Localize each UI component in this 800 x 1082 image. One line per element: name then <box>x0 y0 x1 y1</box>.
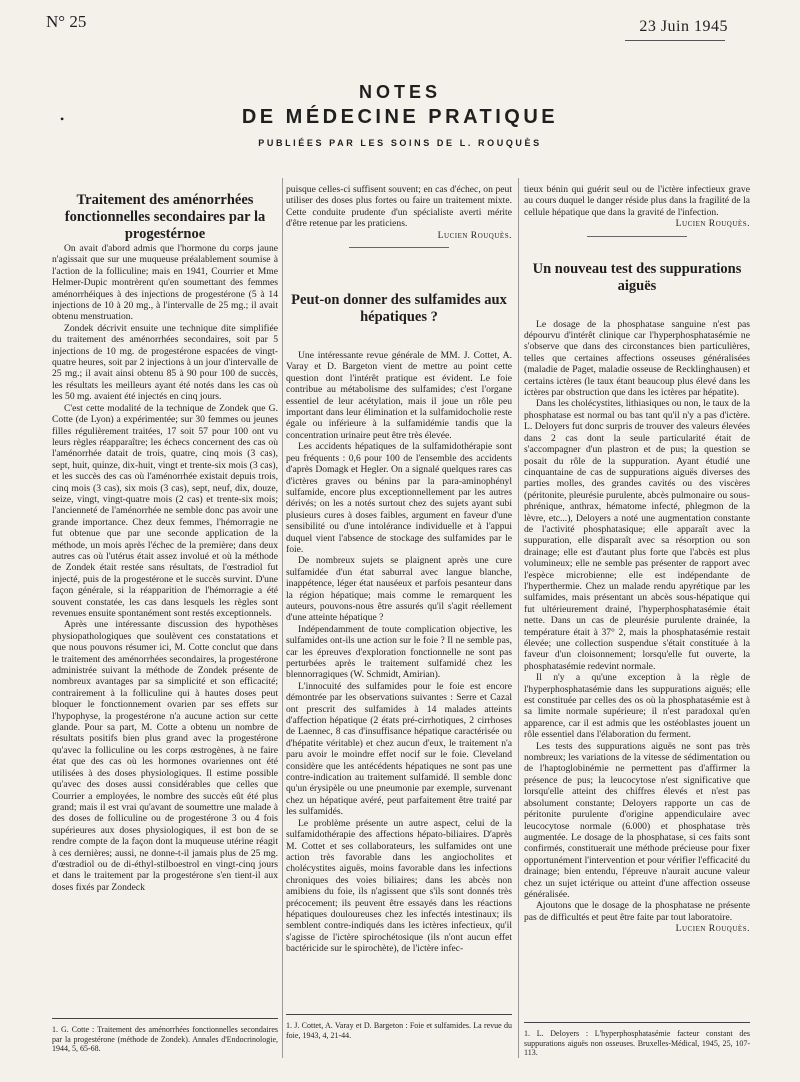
footnote: 1. L. Deloyers : L'hyperphosphatasémie facteur constant des suppurations aiguës non osseuses. Bruxelles-Médical, 1945, 25, 107-113. <box>524 1029 750 1057</box>
paragraph: On avait d'abord admis que l'hormone du corps jaune n'agissait que sur une muqueuse préalablement soumise à l'action de la folliculine; mais en 1941, Courrier et Mme Helmer-Dupic montrèrent qu'en soumettant des femmes aménorrhéiques à des injections de progestérone (5 à 14 injections de 10 à 20 mg., à l'intervalle de 25 mg.; il avait obtenu menstruation. <box>52 243 278 323</box>
paragraph: puisque celles-ci suffisent souvent; en cas d'échec, on peut utiliser des doses plus fortes ou faire un traitement mixte. Cette conduite prudente d'un spécialiste averti mérite d'être retenue par les praticiens. <box>286 184 512 230</box>
footnote-block <box>524 1018 750 1058</box>
column-divider-1 <box>282 178 283 1058</box>
article-title: Peut-on donner des sulfamides aux hépatiques ? <box>291 292 507 326</box>
paragraph: Ajoutons que le dosage de la phosphatase ne présente pas de difficultés et peut être faite par tout laboratoire. <box>524 900 750 923</box>
column-1 <box>52 180 278 1053</box>
footnote: 1. J. Cottet, A. Varay et D. Bargeton : Foie et sulfamides. La revue du foie, 1943, 4, 21-44. <box>286 1021 512 1040</box>
footnote-block <box>286 1010 512 1040</box>
paragraph: Les accidents hépatiques de la sulfamidothérapie sont peu fréquents : 0,6 pour 100 de l'ensemble des accidents d'après Domagk et Hegler. On a signalé quelques rares cas d'ictères graves ou bénins par la para-aminophényl sulfamide, encore plus exceptionnellement par les autres dérivés; on les a notés surtout chez des sujets ayant subi plusieurs cures à doses faibles, argument en faveur d'une sensibilité ou d'une intolérance individuelle et à l'appui duquel vient l'absence de stockage des sulfamides par le foie. <box>286 441 512 555</box>
paragraph: Le dosage de la phosphatase sanguine n'est pas dépourvu d'intérêt clinique car l'hyperphosphatasémie ne s'observe que dans des circonstances bien particulières, telles que certaines affections osseuses généralisées (maladie de Paget, maladie osseuse de Recklinghausen) et certains ictères (le taux étant beaucoup plus élevé dans les ictères par obstruction que dans les ictères par hépatite). <box>524 318 750 399</box>
header-rule <box>625 40 725 41</box>
masthead-notes: NOTES <box>358 82 441 102</box>
signature: Lucien Rouquès. <box>675 218 750 230</box>
issue-date: 23 Juin 1945 <box>639 18 728 35</box>
paragraph: Indépendamment de toute complication objective, les sulfamides ont-ils une action sur le foie ? Il ne semble pas, car les épreuves d'exploration fonctionnelle ne sont pas perturbées après le traitement sulfamidé chez les blennorragiques (W. Schmidt, Amirian). <box>286 623 512 681</box>
paragraph: Dans les cholécystites, lithiasiques ou non, le taux de la phosphatase est normal ou bas tant qu'il n'y a pas d'ictère. L. Deloyers fut donc surpris de trouver des valeurs élevées dans 2 cas dont la seule particularité était de s'accompagner d'un plastron et de pus; la question se posait du rôle de la suppuration. Ayant étudié une cinquantaine de cas de suppurations aiguës diverses des parties molles, des grandes cavités ou des viscères (péritonite, pleurésie purulente, abcès pulmonaire ou sous-phrénique, anthrax, hématome infecté, phlegmon de la lèvre, etc...), Deloyers a noté une augmentation constante de l'activité phosphatasique; elle apparaît avec la suppuration, elle disparaît avec sa résorption ou son drainage; elle est d'autant plus forte que l'abcès est plus volumineux; elle ne semble pas présenter de rapport avec l'espèce microbienne; elle est indépendante de l'hyperthermie. Chez un malade rendu apyrétique par les sulfamides, mais présentant un abcès sous-hépatique qui fut ultérieurement drainé, l'hyperphosphatasémie était nette. Dans un cas de pleurésie purulente drainée, la température était à 37° 2, mais la phosphatasémie restait élevée; une collection suspendue s'était constituée à la faveur d'un cloisonnement; lorsqu'elle fut ouverte, la phosphatasémie redevint normale. <box>524 398 750 672</box>
column-2 <box>286 184 512 1040</box>
paragraph: L'innocuité des sulfamides pour le foie est encore démontrée par les observations suivantes : Serre et Cazal ont prescrit des sulfamides à 14 malades atteints d'affection hépatique (2 états pré-cirrhotiques, 2 cirrhoses de Laennec, 8 cas d'insuffisance hépatique caractérisée ou d'hépatite véritable) et chez aucun d'eux, le traitement n'a paru avoir le moindre effet nocif sur le foie. Cleveland considère que les antécédents hépatiques ne sont pas une contre-indication au traitement sulfamidé. Il semble donc qu'un érysipèle ou une pneumonie par exemple, survenant chez un hépatique avéré, peut parfaitement être traité par les sulfamidés. <box>286 680 512 818</box>
signature: Lucien Rouquès. <box>675 923 750 935</box>
footnote: 1. G. Cotte : Traitement des aménorrhées fonctionnelles secondaires par la progestérone (méthode de Zondek). Annales d'Endocrinologie, 1944, 5, 65-68. <box>52 1025 278 1053</box>
article-title: Un nouveau test des suppurations aiguës <box>532 260 742 294</box>
footnote-rule <box>286 1014 512 1015</box>
article-separator <box>587 236 687 237</box>
signature: Lucien Rouquès. <box>437 229 512 241</box>
paragraph: Après une intéressante discussion des hypothèses physiopathologiques que soulèvent ces constatations et que nous pouvons résumer ici, M. Cotte conclut que dans le traitement des aménorrhées secondaires, la progestérone administrée suivant la méthode de Zondek présente de nombreux avantages par sa simplicité et son efficacité; contrairement à la folliculine qui à hautes doses peut bloquer le fonctionnement ovarien par ses effets sur l'hypophyse, la progestérone n'a aucune action sur cette glande. Pour sa part, M. Cotte a obtenu un nombre de résultats positifs bien plus grand avec la progestérone qu'avec la folliculine ou les corps œstrogènes, à ne faire état que des cas où les hormones ovariennes ont été utilisées à des doses physiologiques. Il estime possible qu'avec des doses aussi considérables que celles que Courrier a employées, le nombre des succès eût été plus grand; mais il est vrai qu'avant de soumettre une malade à des doses de folliculine ou de progestérone 3 ou 4 fois supérieures aux doses physiologiques, il est bon de se rendre compte de la façon dont la muqueuse utérine réagit à ces dernières; aussi, ne donne-t-il jamais plus de 25 mg. d'œstradiol ou de di-éthyl-stilboestrol en vingt-cinq jours et dans le traitement par la progestérone s'en tient-il aux doses fixés par Zondeck <box>52 619 278 893</box>
paragraph: Zondek décrivit ensuite une technique dite simplifiée du traitement des aménorrhées secondaires, soit par 5 injections de 10 mg. de progestérone espacées de vingt-quatre heures, soit par 2 injections à un jour d'intervalle de 25 mg.; il avait ainsi obtenu 85 à 90 pour 100 de succès, les résultats les meilleurs ayant été notés dans les cas où les 50 mg. avaient été injectés en cinq jours. <box>52 322 278 403</box>
paragraph: Une intéressante revue générale de MM. J. Cottet, A. Varay et D. Bargeton vient de mettre au point cette question dont l'intérêt pratique est évident. Le foie contribue au métabolisme des sulfamides; c'est l'organe essentiel de leur acétylation, mais il joue un rôle peu important dans leur élimination et la sulfamidocholie reste égale ou inférieure à la sulfamidémie tandis que la concentration urinaire peut être très élevée. <box>286 350 512 441</box>
issue-number: N° 25 <box>46 12 87 31</box>
paragraph: C'est cette modalité de la technique de Zondek que G. Cotte (de Lyon) a expérimentée; sur 30 femmes ou jeunes filles régulièrement traitées, 17 soit 57 pour 100 ont vu leurs règles réapparaître; les échecs concernent des cas où l'aménorrhée datait de trois, quatre, cinq mois (3 cas), sept, huit, quinze, dix-huit, vingt et trente-six mois (3 cas), et les succès des cas où l'aménorrhée existait depuis trois, cinq mois (3 cas), six mois (3 cas), sept, neuf, dix, douze, seize, vingt, vingt-quatre mois (2 cas) et trente-six mois; l'ancienneté de l'aménorrhée ne semble donc pas avoir une grande importance. Chez deux femmes, l'hémorragie ne fut obtenue que par une seconde application de la méthode, un mois après l'échec de la première; dans deux autres cas où l'utérus était assez involué et où la méthode de Zondek était restée sans résultats, de l'œstradiol fut injecté, puis de la progestérone et le succès survint. D'une façon générale, si la réapparition de l'hémorragie a été souvent constatée, les cas dans lesquels les règles sont revenues ensuite spontanément sont restés exceptionnels. <box>52 402 278 619</box>
masthead-editor: PUBLIÉES PAR LES SOINS DE L. ROUQUÈS <box>258 138 542 148</box>
article-title: Traitement des aménorrhées fonctionnelles secondaires par la progestérnoe <box>64 192 266 242</box>
masthead-title: DE MÉDECINE PRATIQUE <box>241 106 559 128</box>
column-divider-2 <box>518 178 519 1058</box>
footnote-block <box>52 1014 278 1054</box>
column-3 <box>524 184 750 1057</box>
paragraph: tieux bénin qui guérit seul ou de l'ictère infectieux grave au cours duquel le danger réside plus dans la fragilité de la cellule hépatique que dans la gravité de l'infection. <box>524 184 750 218</box>
footnote-rule <box>524 1022 750 1023</box>
footnote-rule <box>52 1018 278 1019</box>
paragraph: Il n'y a qu'une exception à la règle de l'hyperphosphatasémie dans les suppurations aiguës; elle est constituée par celles des os où la phosphatasémie est à sa limite normale supérieure; il n'est paradoxal qu'en apparence, car il est admis que les ostéoblastes jouent un rôle essentiel dans l'élaboration du ferment. <box>524 672 750 741</box>
paragraph: Les tests des suppurations aiguës ne sont pas très nombreux; les variations de la vitesse de sédimentation ou de l'haptoglobinémie ne permettent pas d'affirmer la présence de pus; la leucocytose n'est significative que lorsqu'elle atteint des chiffres élevés et n'est pas absolument constante; Deloyers rapporte un cas de péritonite purulente d'origine appendiculaire avec leucocytose normale (6.000) et phosphatase très augmentée. Le dosage de la phosphatase, si ces faits sont confirmés, constituerait une méthode précieuse pour fixer opportunément l'intervention et pour vérifier l'efficacité du drainage; bien entendu, l'épreuve n'aurait aucune valeur chez un sujet ictérique ou atteint d'une affection osseuse généralisée. <box>524 740 750 900</box>
paragraph: De nombreux sujets se plaignent après une cure sulfamidée d'un état saburral avec langue blanche, inappétence, léger état nauséeux et parfois pesanteur dans la région hépatique; mais comme le remarquent les auteurs, pouvons-nous être assurés qu'il s'agit réellement d'une atteinte hépatique ? <box>286 555 512 624</box>
paragraph: Le problème présente un autre aspect, celui de la sulfamidothérapie des affections hépato-biliaires. D'après M. Cottet et ses collaborateurs, les sulfamides ont une action très favorable dans les angiocholites et cholécystites aiguës, moins favorable dans les infections chroniques des voies biliaires; dans les abcès non amibiens du foie, ils n'agissent que s'ils sont donnés très précocement; ils peuvent être essayés dans les réactions hépatiques douloureuses chez les infectés intestinaux; ils semblent contre-indiqués dans les ictères infectieux, qu'il s'agisse de l'ictère spirochétosique (ils n'ont aucun effet bactéricide sur le spirochète), de l'ictère infec- <box>286 817 512 955</box>
margin-mark: • <box>60 112 65 126</box>
